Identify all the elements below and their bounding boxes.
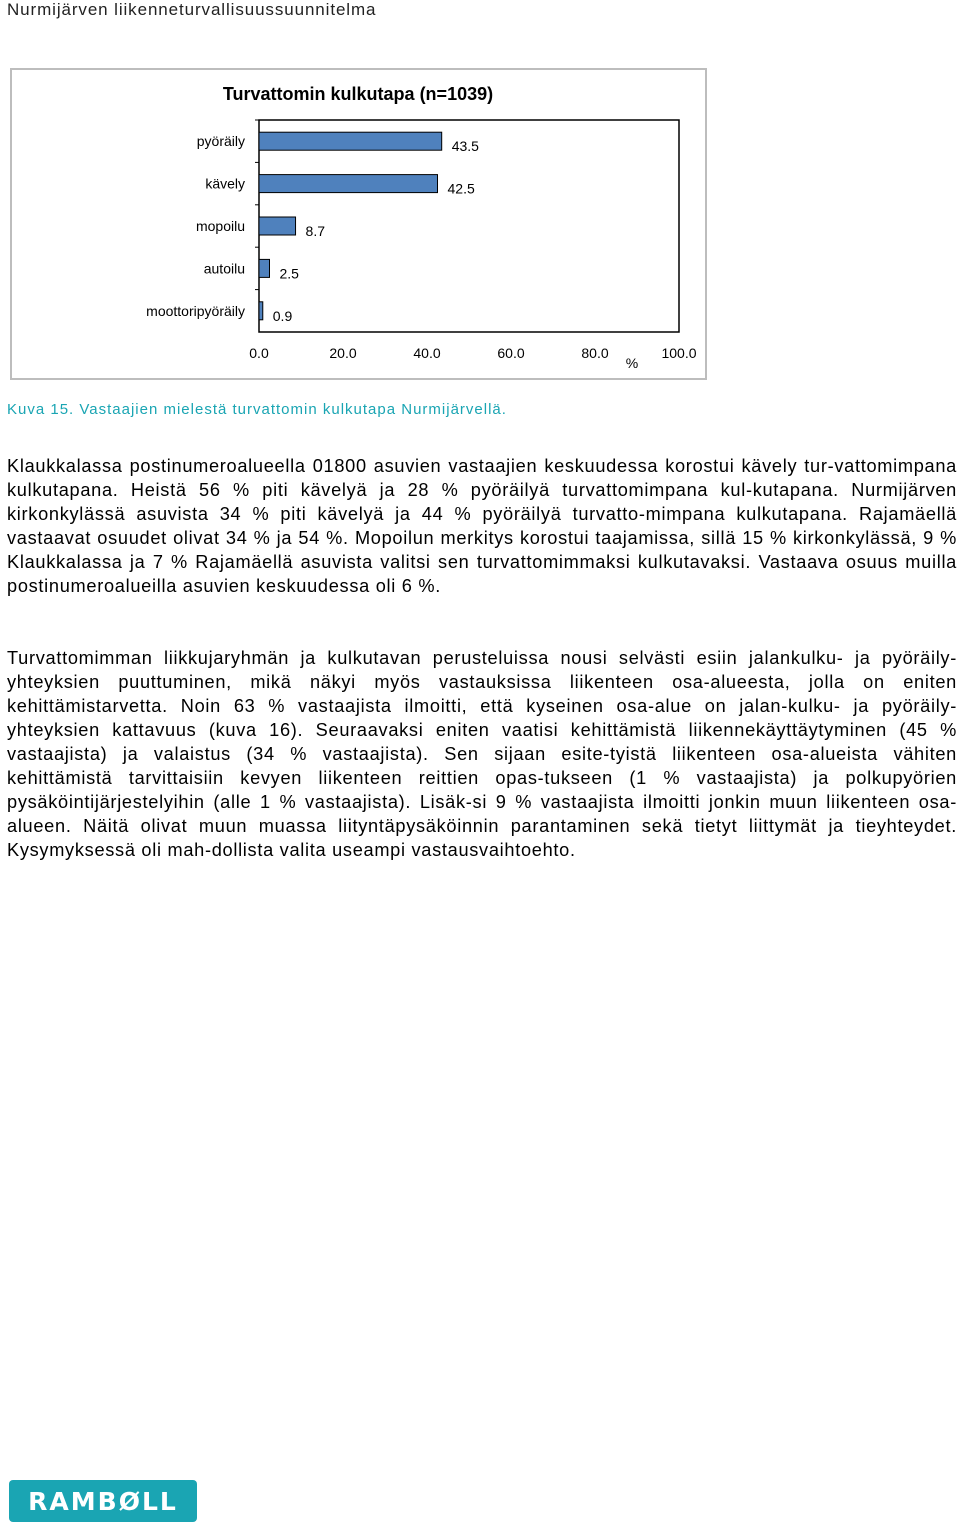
figure-caption: Kuva 15. Vastaajien mielestä turvattomin kulkutapa Nurmijärvellä. <box>7 401 507 418</box>
category-label-2: mopoilu <box>195 218 245 234</box>
category-label-3: autoilu <box>203 260 245 277</box>
x-tick-label-0: 0.0 <box>249 345 269 361</box>
paragraph-1: Klaukkalassa postinumeroalueella 01800 asuvien vastaajien keskuudessa korostui kävely tur-vattomimpana kulkutapana. Heistä 56 % piti kävelyä ja 28 % pyöräilyä turvattomimpana kul-kutapana. Nurmijärven kirkonkylässä asuvista 34 % piti kävelyä ja 44 % pyöräilyä turvatto-mimpana kulkutapana. Rajamäellä vastaavat osuudet olivat 34 % ja 54 %. Mopoilun merkitys korostui taajamissa, sillä 15 % kirkonkylässä, 9 % Klaukkalassa ja 7 % Rajamäellä asuvista valitsi sen turvattomimmaksi kulkutavaksi. Vastaava osuus muilla postinumeroalueilla asuvien keskuudessa oli 6 %. <box>7 456 957 596</box>
logo-text: RAMBØLL <box>28 1486 178 1516</box>
x-tick-label-3: 60.0 <box>497 345 525 361</box>
bar-0 <box>259 132 442 150</box>
page-header-title: Nurmijärven liikenneturvallisuussuunnitelma <box>7 0 377 19</box>
category-label-0: pyöräily <box>196 133 245 150</box>
paragraph-2: Turvattomimman liikkujaryhmän ja kulkutavan perusteluissa nousi selvästi esiin jalankulku- ja pyöräily-yhteyksien puuttuminen, mikä näkyi myös vastauksissa liikenteen osa-alueesta, jolla on eniten kehittämistarvetta. Noin 63 % vastaajista ilmoitti, että kyseinen osa-alue on jalan-kulku- ja pyöräily-yhteyksien kattavuus (kuva 16). Seuraavaksi eniten vaatisi kehittämistä liikennekäyttäytyminen (45 % vastaajista) ja valaistus (34 % vastaajista). Sen sijaan esite-tyistä liikenteen osa-alueista vähiten kehittämistä tarvittaisiin kevyen liikenteen reittien opas-tukseen (1 % vastaajista) ja polkupyörien pysäköintijärjestelyihin (alle 1 % vastaajista). Lisäk-si 9 % vastaajista ilmoitti jonkin muun liikenteen osa-alueen. Näitä olivat muun muassa liityntäpysäköinnin parantaminen sekä tietyt liittymät ja tieyhteydet. Kysymyksessä oli mah-dollista valita useampi vastausvaihtoehto. <box>7 648 957 860</box>
category-label-1: kävely <box>205 175 245 192</box>
value-label-0: 43.5 <box>451 138 479 155</box>
value-label-4: 0.9 <box>272 307 293 324</box>
x-tick-label-5: 100.0 <box>661 345 697 361</box>
ramboll-logo <box>9 1480 197 1522</box>
bar-2 <box>259 217 296 235</box>
bar-chart-svg <box>12 70 705 378</box>
value-label-2: 8.7 <box>305 223 326 239</box>
x-tick-label-2: 40.0 <box>413 345 441 361</box>
x-tick-label-4: 80.0 <box>581 345 609 361</box>
category-label-4: moottoripyöräily <box>146 302 245 319</box>
value-label-3: 2.5 <box>279 265 299 282</box>
chart-title: Turvattomin kulkutapa (n=1039) <box>222 84 494 104</box>
bar-1 <box>259 175 438 193</box>
x-tick-label-1: 20.0 <box>329 345 357 361</box>
value-label-1: 42.5 <box>447 180 475 197</box>
bar-chart <box>10 68 707 380</box>
x-axis-label: % <box>625 355 639 371</box>
bar-3 <box>259 259 270 277</box>
bar-4 <box>259 302 263 320</box>
